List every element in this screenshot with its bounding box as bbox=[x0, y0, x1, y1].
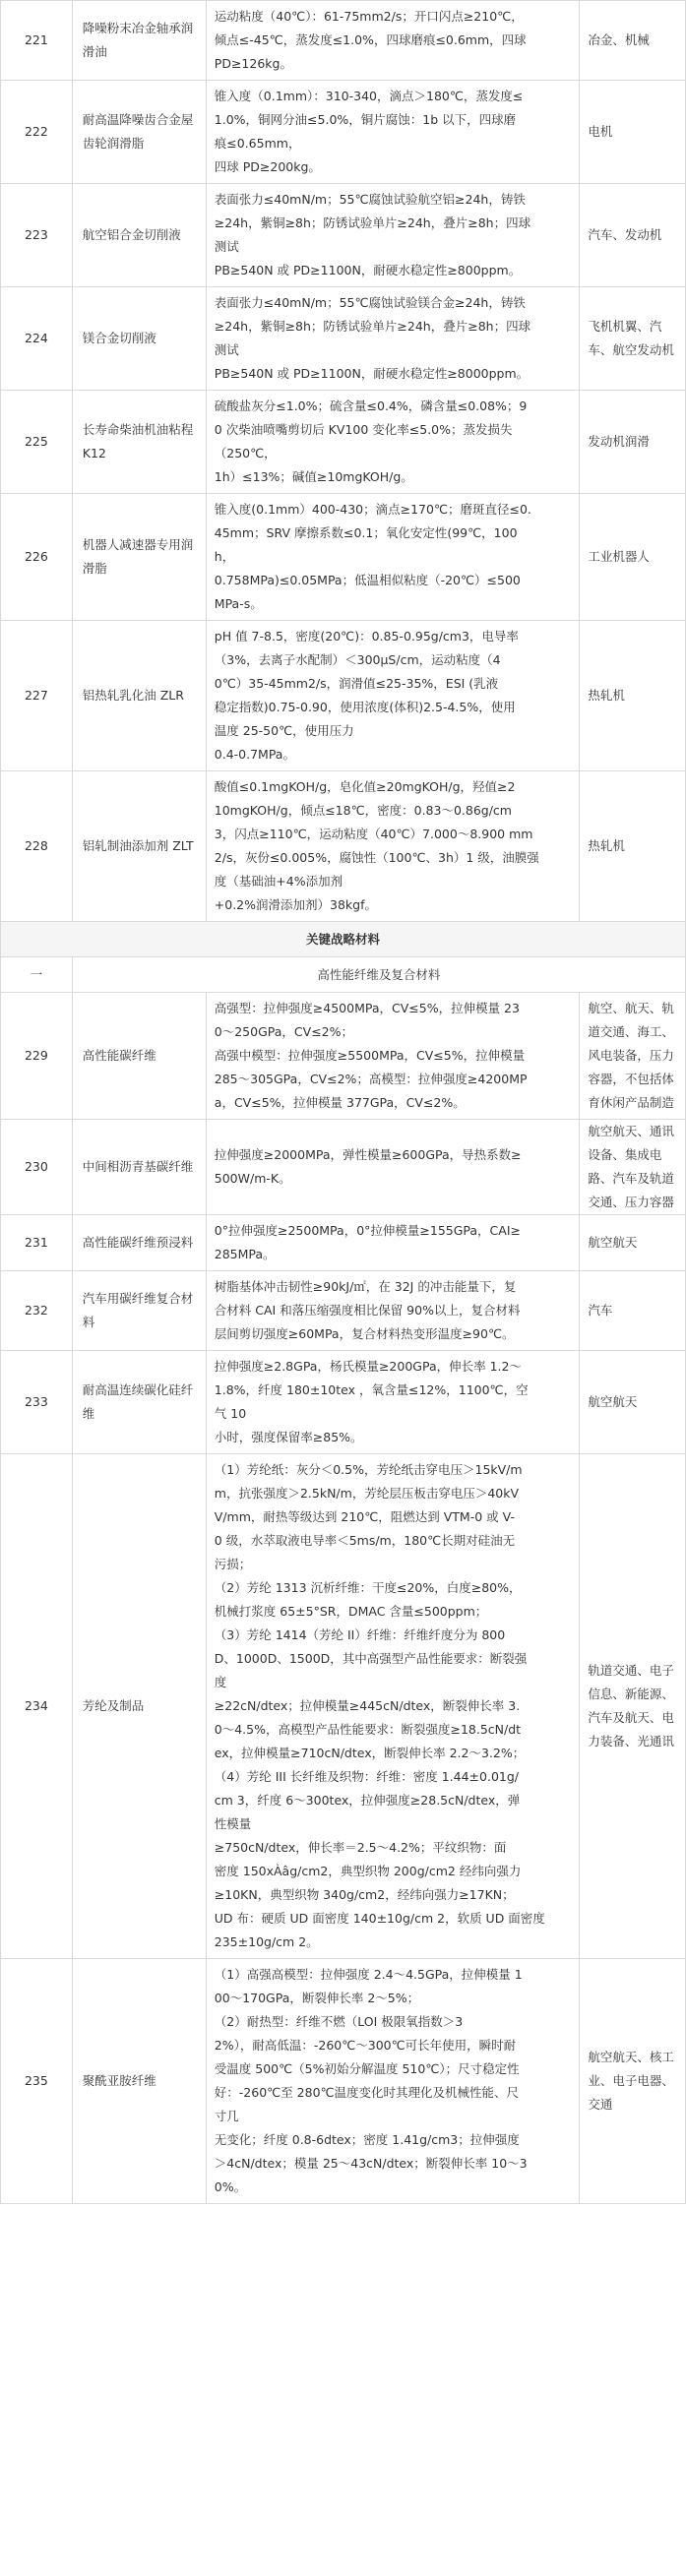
item-number: 226 bbox=[1, 494, 73, 621]
table-row bbox=[1, 1120, 686, 1215]
spec-line: 好：-260℃至 280℃温度变化时其理化及机械性能、尺 bbox=[214, 2085, 520, 2100]
spec-line: ≥750cN/dtex，伸长率＝2.5～4.2%；平纹织物：面 bbox=[214, 1840, 507, 1855]
spec-text bbox=[206, 1959, 580, 2204]
spec-text bbox=[206, 81, 580, 184]
spec-text bbox=[206, 771, 580, 922]
spec-line: cm 3，纤度 6～300tex，拉伸强度≥28.5cN/dtex，弹 bbox=[214, 1793, 521, 1808]
spec-line: （4）芳纶 III 长纤维及织物：纤维：密度 1.44±0.01g/ bbox=[214, 1769, 519, 1784]
table-row bbox=[1, 81, 686, 184]
table-row bbox=[1, 184, 686, 287]
spec-line: （3）芳纶 1414（芳纶 II）纤维：纤维纤度分为 800 bbox=[214, 1627, 506, 1642]
spec-line: （250℃， bbox=[214, 446, 277, 460]
product-name: 铝热轧乳化油 ZLR bbox=[72, 621, 206, 771]
spec-line: 0℃）35-45mm2/s，润滑值≤25-35%，ESI (乳液 bbox=[214, 676, 499, 691]
product-name: 高性能碳纤维预浸料 bbox=[72, 1215, 206, 1271]
spec-line: 测试 bbox=[214, 239, 239, 254]
spec-text bbox=[206, 1351, 580, 1454]
spec-line: 0 级，水萃取液电导率＜5ms/m，180℃长期对硅油无 bbox=[214, 1533, 516, 1548]
product-name: 航空铝合金切削液 bbox=[72, 184, 206, 287]
application-field: 汽车、发动机 bbox=[580, 184, 686, 287]
spec-line: 0.4-0.7MPa。 bbox=[214, 747, 295, 762]
spec-text bbox=[206, 1271, 580, 1351]
product-name: 耐高温连续碳化硅纤维 bbox=[72, 1351, 206, 1454]
table-row bbox=[1, 1959, 686, 2204]
spec-line: 0°拉伸强度≥2500MPa，0°拉伸模量≥155GPa，CAI≥ bbox=[214, 1223, 521, 1238]
spec-line: 运动粘度（40℃）：61-75mm2/s；开口闪点≥210℃， bbox=[214, 9, 524, 24]
spec-line: 无变化；纤度 0.8-6dtex；密度 1.41g/cm3；拉伸强度 bbox=[214, 2132, 520, 2147]
spec-line: 四球 PD≥200kg。 bbox=[214, 159, 321, 174]
item-number: 231 bbox=[1, 1215, 73, 1271]
spec-line: 500W/m-K。 bbox=[214, 1171, 291, 1186]
item-number: 224 bbox=[1, 287, 73, 391]
product-name: 汽车用碳纤维复合材料 bbox=[72, 1271, 206, 1351]
item-number: 229 bbox=[1, 993, 73, 1120]
spec-line: 寸几 bbox=[214, 2109, 239, 2123]
table-row bbox=[1, 1454, 686, 1959]
spec-line: （3%，去离子水配制）＜300μS/cm，运动粘度（4 bbox=[214, 652, 501, 667]
spec-line: 0～250GPa，CV≤2%； bbox=[214, 1024, 353, 1039]
application-field: 航空航天 bbox=[580, 1351, 686, 1454]
spec-line: 拉伸强度≥2000MPa，弹性模量≥600GPa，导热系数≥ bbox=[214, 1147, 522, 1162]
spec-line: 温度 25-50℃，使用压力 bbox=[214, 723, 354, 738]
spec-line: 表面张力≤40mN/m；55℃腐蚀试验镁合金≥24h，铸铁 bbox=[214, 295, 526, 310]
product-name: 长寿命柴油机油粘程 K12 bbox=[72, 391, 206, 494]
spec-line: 00～170GPa，断裂伸长率 2～5%； bbox=[214, 1991, 420, 2005]
spec-line: a，CV≤5%，拉伸模量 377GPa，CV≤2%。 bbox=[214, 1095, 466, 1110]
spec-line: pH 值 7-8.5，密度(20℃)：0.85-0.95g/cm3，电导率 bbox=[214, 629, 519, 644]
spec-line: 1.0%，铜网分油≤5.0%，铜片腐蚀：1b 以下，四球磨 bbox=[214, 112, 517, 127]
application-field: 航空航天、核工业、电子电器、交通 bbox=[580, 1959, 686, 2204]
application-field: 轨道交通、电子信息、新能源、汽车及航天、电力装备、光通讯 bbox=[580, 1454, 686, 1959]
spec-line: +0.2%润滑添加剂）38kgf。 bbox=[214, 897, 377, 912]
spec-line: ＞4cN/dtex；模量 25～43cN/dtex；断裂伸长率 10～3 bbox=[214, 2156, 528, 2171]
spec-line: 285MPa。 bbox=[214, 1247, 276, 1261]
spec-line: 2%），耐高低温：-260℃～300℃可长年使用，瞬时耐 bbox=[214, 2038, 517, 2053]
spec-line: 合材料 CAI 和落压缩强度相比保留 90%以上，复合材料 bbox=[214, 1303, 521, 1318]
spec-line: 测试 bbox=[214, 342, 239, 357]
spec-line: ≥24h，紫铜≥8h；防锈试验单片≥24h，叠片≥8h；四球 bbox=[214, 319, 531, 334]
application-field: 发动机润滑 bbox=[580, 391, 686, 494]
spec-line: 3，闪点≥110℃，运动粘度（40℃）7.000～8.900 mm bbox=[214, 827, 533, 841]
item-number: 227 bbox=[1, 621, 73, 771]
spec-line: 235±10g/cm 2。 bbox=[214, 1934, 319, 1949]
spec-line: 1h）≤13%；碱值≥10mgKOH/g。 bbox=[214, 469, 413, 484]
subsection-title: 高性能纤维及复合材料 bbox=[72, 957, 685, 993]
spec-line: 污损； bbox=[214, 1557, 252, 1571]
subsection-number: 一 bbox=[1, 957, 73, 993]
spec-line: 0 次柴油喷嘴剪切后 KV100 变化率≤5.0%；蒸发损失 bbox=[214, 422, 513, 437]
spec-line: 10mgKOH/g，倾点≤18℃，密度：0.83～0.86g/cm bbox=[214, 803, 512, 818]
spec-line: h， bbox=[214, 549, 235, 564]
spec-text bbox=[206, 184, 580, 287]
spec-line: 痕≤0.65mm， bbox=[214, 136, 301, 151]
item-number: 223 bbox=[1, 184, 73, 287]
table-row bbox=[1, 1351, 686, 1454]
spec-text bbox=[206, 287, 580, 391]
spec-line: 表面张力≤40mN/m；55℃腐蚀试验航空铝≥24h，铸铁 bbox=[214, 192, 526, 207]
product-name: 降噪粉末冶金轴承润滑油 bbox=[72, 1, 206, 81]
spec-line: 机械打浆度 65±5°SR，DMAC 含量≤500ppm； bbox=[214, 1604, 488, 1619]
spec-line: 高强型：拉伸强度≥4500MPa，CV≤5%，拉伸模量 23 bbox=[214, 1001, 520, 1015]
spec-text bbox=[206, 1454, 580, 1959]
item-number: 233 bbox=[1, 1351, 73, 1454]
product-name: 机器人减速器专用润滑脂 bbox=[72, 494, 206, 621]
spec-line: （1）高强高模型：拉伸强度 2.4～4.5GPa，拉伸模量 1 bbox=[214, 1967, 523, 1982]
table-row bbox=[1, 957, 686, 993]
spec-line: 小时，强度保留率≥85%。 bbox=[214, 1430, 363, 1444]
spec-line: D、1000D、1500D，其中高强型产品性能要求：断裂强 bbox=[214, 1651, 528, 1666]
spec-line: 度（基础油+4%添加剂 bbox=[214, 874, 343, 889]
item-number: 221 bbox=[1, 1, 73, 81]
spec-line: 性模量 bbox=[214, 1816, 252, 1831]
spec-line: 45mm；SRV 摩擦系数≤0.1；氧化安定性(99℃，100 bbox=[214, 525, 518, 540]
table-row bbox=[1, 1215, 686, 1271]
table-row bbox=[1, 1271, 686, 1351]
spec-line: 树脂基体冲击韧性≥90kJ/㎡，在 32J 的冲击能量下，复 bbox=[214, 1279, 517, 1294]
product-name: 聚酰亚胺纤维 bbox=[72, 1959, 206, 2204]
spec-line: （2）芳纶 1313 沉析纤维：干度≤20%，白度≥80%， bbox=[214, 1580, 522, 1595]
item-number: 225 bbox=[1, 391, 73, 494]
spec-line: 拉伸强度≥2.8GPa，杨氏模量≥200GPa，伸长率 1.2～ bbox=[214, 1359, 522, 1374]
spec-text bbox=[206, 1120, 580, 1215]
table-row bbox=[1, 993, 686, 1120]
spec-line: ex，拉伸模量≥710cN/dtex，断裂伸长率 2.2～3.2%； bbox=[214, 1746, 526, 1760]
table-body bbox=[1, 1, 686, 2204]
spec-line: UD 布：硬质 UD 面密度 140±10g/cm 2，软质 UD 面密度 bbox=[214, 1911, 545, 1926]
spec-text bbox=[206, 391, 580, 494]
spec-line: ≥24h，紫铜≥8h；防锈试验单片≥24h，叠片≥8h；四球 bbox=[214, 215, 531, 230]
application-field: 航空航天、通讯设备、集成电路、汽车及轨道交通、压力容器 bbox=[580, 1120, 686, 1215]
application-field: 冶金、机械 bbox=[580, 1, 686, 81]
application-field: 工业机器人 bbox=[580, 494, 686, 621]
spec-line: PD≥126kg。 bbox=[214, 56, 292, 71]
table-row bbox=[1, 771, 686, 922]
spec-line: 层间剪切强度≥60MPa，复合材料热变形温度≥90℃。 bbox=[214, 1326, 515, 1341]
table-row bbox=[1, 621, 686, 771]
spec-line: 锥入度(0.1mm）400-430；滴点≥170℃；磨斑直径≤0. bbox=[214, 502, 531, 517]
spec-line: 气 10 bbox=[214, 1406, 247, 1421]
application-field: 热轧机 bbox=[580, 771, 686, 922]
spec-line: 硫酸盐灰分≤1.0%；硫含量≤0.4%，磷含量≤0.08%；9 bbox=[214, 399, 528, 413]
item-number: 222 bbox=[1, 81, 73, 184]
spec-line: 2/s，灰份≤0.005%，腐蚀性（100℃、3h）1 级，油膜强 bbox=[214, 850, 539, 865]
spec-text bbox=[206, 1215, 580, 1271]
item-number: 230 bbox=[1, 1120, 73, 1215]
item-number: 235 bbox=[1, 1959, 73, 2204]
application-field: 航空、航天、轨道交通、海工、风电装备，压力容器，不包括体育休闲产品制造 bbox=[580, 993, 686, 1120]
application-field: 飞机机翼、汽车、航空发动机 bbox=[580, 287, 686, 391]
spec-line: 稳定指数)0.75-0.90，使用浓度(体积)2.5-4.5%，使用 bbox=[214, 700, 516, 714]
spec-line: ≥22cN/dtex；拉伸模量≥445cN/dtex，断裂伸长率 3. bbox=[214, 1698, 521, 1713]
spec-line: MPa-s。 bbox=[214, 596, 263, 611]
spec-line: 锥入度（0.1mm）：310-340，滴点＞180℃，蒸发度≤ bbox=[214, 89, 524, 103]
spec-text bbox=[206, 494, 580, 621]
product-name: 中间相沥青基碳纤维 bbox=[72, 1120, 206, 1215]
item-number: 232 bbox=[1, 1271, 73, 1351]
section-header: 关键战略材料 bbox=[1, 922, 686, 957]
spec-line: 0～4.5%，高模型产品性能要求：断裂强度≥18.5cN/dt bbox=[214, 1722, 522, 1737]
product-name: 铝轧制油添加剂 ZLT bbox=[72, 771, 206, 922]
application-field: 航空航天 bbox=[580, 1215, 686, 1271]
spec-line: 0%。 bbox=[214, 2179, 247, 2194]
application-field: 汽车 bbox=[580, 1271, 686, 1351]
spec-line: （2）耐热型：纤维不燃（LOI 极限氧指数＞3 bbox=[214, 2014, 464, 2029]
spec-text bbox=[206, 621, 580, 771]
item-number: 234 bbox=[1, 1454, 73, 1959]
product-name: 镁合金切削液 bbox=[72, 287, 206, 391]
spec-line: 密度 150xÀâg/cm2，典型织物 200g/cm2 经纬向强力 bbox=[214, 1864, 522, 1878]
spec-line: 0.758MPa)≤0.05MPa；低温相似粘度（-20℃）≤500 bbox=[214, 573, 521, 587]
table-row bbox=[1, 391, 686, 494]
spec-line: （1）芳纶纸：灰分＜0.5%，芳纶纸击穿电压＞15kV/m bbox=[214, 1462, 523, 1477]
spec-line: V/mm，耐热等级达到 210℃，阻燃达到 VTM-0 或 V- bbox=[214, 1509, 515, 1524]
product-name: 高性能碳纤维 bbox=[72, 993, 206, 1120]
spec-line: m，抗张强度＞2.5kN/m，芳纶层压板击穿电压＞40kV bbox=[214, 1486, 520, 1501]
spec-line: 1.8%，纤度 180±10tex ，氧含量≤12%，1100℃，空 bbox=[214, 1382, 529, 1397]
product-name: 芳纶及制品 bbox=[72, 1454, 206, 1959]
spec-line: 高强中模型：拉伸强度≥5500MPa，CV≤5%，拉伸模量 bbox=[214, 1048, 526, 1063]
spec-line: ≥10KN，典型织物 340g/cm2，经纬向强力≥17KN； bbox=[214, 1887, 515, 1902]
item-number: 228 bbox=[1, 771, 73, 922]
spec-line: PB≥540N 或 PD≥1100N，耐硬水稳定性≥800ppm。 bbox=[214, 263, 522, 277]
spec-text bbox=[206, 993, 580, 1120]
table-row bbox=[1, 287, 686, 391]
table-row bbox=[1, 922, 686, 957]
spec-line: 受温度 500℃（5%初始分解温度 510℃）；尺寸稳定性 bbox=[214, 2061, 520, 2076]
table-row bbox=[1, 494, 686, 621]
application-field: 电机 bbox=[580, 81, 686, 184]
application-field: 热轧机 bbox=[580, 621, 686, 771]
spec-line: 倾点≤-45℃，蒸发度≤1.0%，四球磨痕≤0.6mm，四球 bbox=[214, 32, 527, 47]
product-name: 耐高温降噪齿合金屋齿轮润滑脂 bbox=[72, 81, 206, 184]
spec-line: 酸值≤0.1mgKOH/g，皂化值≥20mgKOH/g，羟值≥2 bbox=[214, 779, 516, 794]
spec-line: PB≥540N 或 PD≥1100N，耐硬水稳定性≥8000ppm。 bbox=[214, 366, 530, 381]
table-row bbox=[1, 1, 686, 81]
spec-line: 285～305GPa，CV≤2%；高模型：拉伸强度≥4200MP bbox=[214, 1072, 528, 1086]
spec-text bbox=[206, 1, 580, 81]
spec-line: 度 bbox=[214, 1675, 227, 1689]
